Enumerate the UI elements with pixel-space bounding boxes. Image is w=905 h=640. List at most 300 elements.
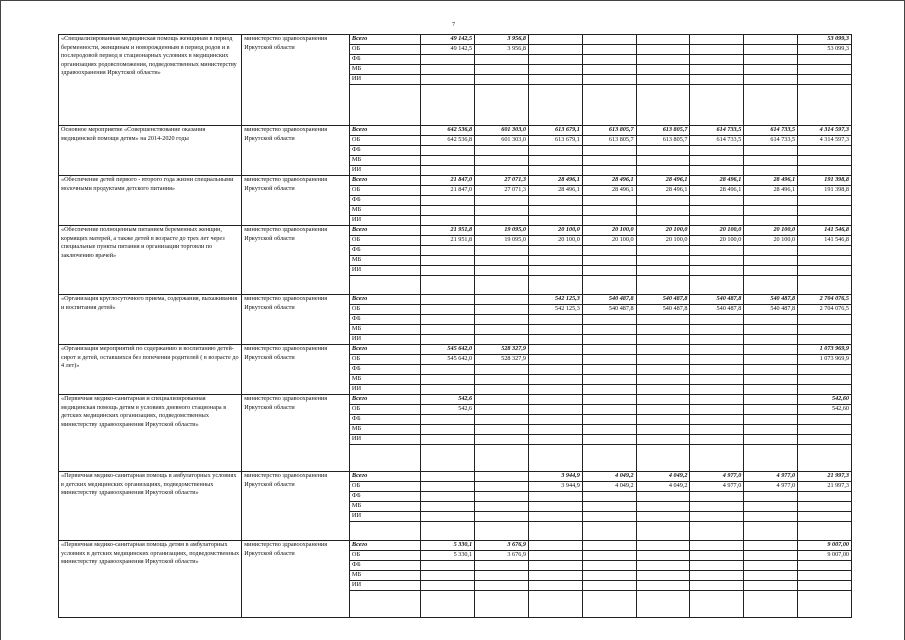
empty-value [582, 85, 636, 126]
executor-line: Иркутской области [244, 134, 295, 142]
funding-source: ФБ [349, 246, 420, 256]
empty-value [421, 325, 475, 335]
funding-source: ОБ [349, 482, 420, 492]
empty-value [528, 375, 582, 385]
empty-value [798, 591, 852, 618]
empty-value [475, 415, 529, 425]
empty-value [690, 435, 744, 445]
ob-value: 28 496,1 [528, 186, 582, 196]
empty-value [582, 246, 636, 256]
total-value [744, 541, 798, 551]
empty-value [744, 561, 798, 571]
ob-value [744, 551, 798, 561]
empty-value [528, 385, 582, 395]
empty-value [798, 492, 852, 502]
empty-value [798, 522, 852, 541]
total-value: 49 142,5 [421, 35, 475, 45]
empty-value [798, 315, 852, 325]
empty-value [636, 146, 690, 156]
empty-value [690, 581, 744, 591]
ob-value [421, 482, 475, 492]
empty-value [690, 375, 744, 385]
empty-value [636, 206, 690, 216]
empty-value [744, 85, 798, 126]
executor-line: Иркутской области [244, 234, 295, 242]
total-value: 3 676,9 [475, 541, 529, 551]
empty-value [636, 512, 690, 522]
empty-value [636, 335, 690, 345]
executor-line: министерство здравоохранения [244, 35, 328, 42]
ob-value: 28 496,1 [744, 186, 798, 196]
empty-value [582, 502, 636, 512]
empty-value [744, 156, 798, 166]
total-value [744, 345, 798, 355]
ob-value [636, 551, 690, 561]
empty-value [582, 512, 636, 522]
total-value: 28 496,1 [528, 176, 582, 186]
ob-value: 21 847,0 [421, 186, 475, 196]
empty-value [475, 156, 529, 166]
empty-value [744, 335, 798, 345]
ob-value: 542 125,3 [528, 305, 582, 315]
table-row [59, 35, 852, 45]
empty-value [636, 365, 690, 375]
empty-value [636, 385, 690, 395]
empty-value [582, 196, 636, 206]
empty-value [475, 492, 529, 502]
table-row [59, 295, 852, 305]
empty-value [744, 591, 798, 618]
ob-value: 5 330,1 [421, 551, 475, 561]
empty-value [421, 85, 475, 126]
empty-value [798, 166, 852, 176]
total-value: 601 303,0 [475, 126, 529, 136]
empty-value [690, 256, 744, 266]
empty-value [636, 65, 690, 75]
ob-value: 613 805,7 [636, 136, 690, 146]
ob-value [690, 551, 744, 561]
empty-value [528, 266, 582, 276]
ob-value [690, 405, 744, 415]
ob-value: 2 704 076,5 [798, 305, 852, 315]
empty-value [636, 55, 690, 65]
ob-value [528, 405, 582, 415]
ob-value: 540 487,8 [636, 305, 690, 315]
executor-line: министерство здравоохранения [244, 395, 328, 402]
empty-value [421, 375, 475, 385]
ob-value: 21 997,3 [798, 482, 852, 492]
funding-source: ОБ [349, 45, 420, 55]
ob-value [528, 355, 582, 365]
total-value: 540 487,8 [690, 295, 744, 305]
empty-value [744, 445, 798, 472]
empty-value [798, 415, 852, 425]
total-value: 20 100,0 [528, 226, 582, 236]
funding-source: МБ [349, 502, 420, 512]
total-value: 28 496,1 [690, 176, 744, 186]
funding-source: ОБ [349, 236, 420, 246]
empty-value [421, 502, 475, 512]
total-value [744, 35, 798, 45]
activity-name: «Первичная медико-санитарная помощь в амбулаторных условиях в детских медицинских организациях, подведомственных министерству здравоохранения Иркутской области» [59, 472, 242, 541]
total-value: 4 049,2 [636, 472, 690, 482]
total-value: 2 704 076,5 [798, 295, 852, 305]
empty-value [744, 365, 798, 375]
empty-value [744, 266, 798, 276]
empty-value [421, 561, 475, 571]
empty-value [421, 75, 475, 85]
total-value: 542,6 [421, 395, 475, 405]
ob-value: 20 100,0 [744, 236, 798, 246]
empty-value [798, 385, 852, 395]
empty-value [744, 276, 798, 295]
empty-value [582, 492, 636, 502]
funding-source: ФБ [349, 492, 420, 502]
empty-value [528, 522, 582, 541]
table-row [59, 226, 852, 236]
total-value: 19 095,0 [475, 226, 529, 236]
empty-value [798, 512, 852, 522]
empty-value [690, 325, 744, 335]
ob-value [528, 551, 582, 561]
total-value [475, 472, 529, 482]
empty-value [475, 581, 529, 591]
empty-value [528, 365, 582, 375]
empty-value [582, 156, 636, 166]
empty-value [798, 246, 852, 256]
empty-value [421, 156, 475, 166]
funding-source: ИИ [349, 435, 420, 445]
empty-value [690, 85, 744, 126]
total-value [582, 345, 636, 355]
executor-line: министерство здравоохранения [244, 126, 328, 133]
total-value [690, 541, 744, 551]
ob-value: 4 314 597,3 [798, 136, 852, 146]
empty-value [475, 75, 529, 85]
ob-value: 4 977,0 [744, 482, 798, 492]
empty-value [475, 522, 529, 541]
empty-value [421, 571, 475, 581]
ob-value: 4 049,2 [636, 482, 690, 492]
total-value [690, 345, 744, 355]
executor-cell [242, 541, 350, 618]
funding-source: МБ [349, 571, 420, 581]
total-value [582, 35, 636, 45]
funding-source: ИИ [349, 512, 420, 522]
ob-value [636, 355, 690, 365]
empty-value [744, 375, 798, 385]
funding-source [349, 445, 420, 472]
empty-value [636, 492, 690, 502]
executor-cell [242, 345, 350, 395]
empty-value [421, 266, 475, 276]
total-value: 53 099,3 [798, 35, 852, 45]
funding-source: Всего [349, 176, 420, 186]
empty-value [421, 216, 475, 226]
empty-value [636, 425, 690, 435]
funding-source: ФБ [349, 55, 420, 65]
empty-value [528, 581, 582, 591]
funding-source: МБ [349, 325, 420, 335]
funding-source [349, 591, 420, 618]
total-value: 545 642,0 [421, 345, 475, 355]
empty-value [421, 55, 475, 65]
funding-source: ИИ [349, 216, 420, 226]
empty-value [528, 196, 582, 206]
empty-value [690, 492, 744, 502]
ob-value [582, 405, 636, 415]
ob-value: 642 536,8 [421, 136, 475, 146]
ob-value: 542,60 [798, 405, 852, 415]
executor-line: Иркутской области [244, 549, 295, 557]
funding-source: Всего [349, 126, 420, 136]
empty-value [421, 445, 475, 472]
empty-value [528, 206, 582, 216]
total-value: 3 956,8 [475, 35, 529, 45]
empty-value [636, 581, 690, 591]
empty-value [582, 561, 636, 571]
empty-value [690, 335, 744, 345]
total-value [421, 295, 475, 305]
empty-value [582, 571, 636, 581]
empty-value [421, 435, 475, 445]
empty-value [798, 75, 852, 85]
executor-line: Иркутской области [244, 303, 295, 311]
total-value: 20 100,0 [690, 226, 744, 236]
total-value: 4 977,0 [744, 472, 798, 482]
empty-value [636, 571, 690, 581]
empty-value [798, 266, 852, 276]
empty-value [421, 65, 475, 75]
executor-cell [242, 35, 350, 126]
empty-value [744, 325, 798, 335]
empty-value [690, 512, 744, 522]
empty-value [421, 385, 475, 395]
total-value: 613 679,1 [528, 126, 582, 136]
funding-source: Всего [349, 472, 420, 482]
activity-name: «Организация мероприятий по содержанию и воспитанию детей-сирот и детей, оставшихся без попечения родителей ( в возрасте до 4 лет)» [59, 345, 242, 395]
executor-line: Иркутской области [244, 353, 295, 361]
empty-value [475, 146, 529, 156]
empty-value [690, 146, 744, 156]
empty-value [636, 266, 690, 276]
empty-value [636, 156, 690, 166]
funding-source: МБ [349, 156, 420, 166]
total-value: 9 007,00 [798, 541, 852, 551]
executor-cell [242, 472, 350, 541]
empty-value [744, 415, 798, 425]
ob-value: 19 095,0 [475, 236, 529, 246]
ob-value: 614 733,5 [744, 136, 798, 146]
funding-source: ИИ [349, 385, 420, 395]
empty-value [636, 415, 690, 425]
funding-source: МБ [349, 425, 420, 435]
ob-value: 3 944,9 [528, 482, 582, 492]
empty-value [798, 216, 852, 226]
empty-value [421, 492, 475, 502]
empty-value [528, 415, 582, 425]
empty-value [528, 246, 582, 256]
empty-value [421, 246, 475, 256]
ob-value: 1 073 969,9 [798, 355, 852, 365]
empty-value [528, 591, 582, 618]
empty-value [528, 166, 582, 176]
ob-value: 540 487,8 [582, 305, 636, 315]
total-value: 21 951,8 [421, 226, 475, 236]
executor-line: министерство здравоохранения [244, 345, 328, 352]
funding-source: ИИ [349, 335, 420, 345]
empty-value [475, 335, 529, 345]
empty-value [690, 522, 744, 541]
empty-value [582, 206, 636, 216]
ob-value [475, 305, 529, 315]
empty-value [582, 425, 636, 435]
empty-value [744, 55, 798, 65]
ob-value: 542,6 [421, 405, 475, 415]
empty-value [582, 266, 636, 276]
funding-source: Всего [349, 395, 420, 405]
ob-value [690, 355, 744, 365]
total-value: 4 049,2 [582, 472, 636, 482]
empty-value [475, 246, 529, 256]
empty-value [475, 502, 529, 512]
executor-line: министерство здравоохранения [244, 176, 328, 183]
empty-value [744, 385, 798, 395]
empty-value [475, 365, 529, 375]
empty-value [690, 385, 744, 395]
funding-source [349, 276, 420, 295]
table-row [59, 395, 852, 405]
empty-value [798, 206, 852, 216]
empty-value [744, 206, 798, 216]
total-value: 528 327,9 [475, 345, 529, 355]
empty-value [798, 502, 852, 512]
ob-value: 545 642,0 [421, 355, 475, 365]
empty-value [528, 325, 582, 335]
total-value: 4 314 597,3 [798, 126, 852, 136]
total-value: 20 100,0 [582, 226, 636, 236]
ob-value [582, 551, 636, 561]
empty-value [636, 166, 690, 176]
empty-value [582, 581, 636, 591]
activity-name: «Организация круглосуточного приема, содержания, выхаживания и воспитания детей» [59, 295, 242, 345]
empty-value [421, 276, 475, 295]
total-value: 5 330,1 [421, 541, 475, 551]
empty-value [690, 425, 744, 435]
empty-value [798, 425, 852, 435]
empty-value [475, 435, 529, 445]
empty-value [636, 246, 690, 256]
ob-value: 28 496,1 [582, 186, 636, 196]
total-value [475, 295, 529, 305]
table-row [59, 541, 852, 551]
total-value [582, 541, 636, 551]
empty-value [582, 435, 636, 445]
executor-line: министерство здравоохранения [244, 226, 328, 233]
empty-value [636, 522, 690, 541]
total-value: 20 100,0 [636, 226, 690, 236]
empty-value [528, 216, 582, 226]
empty-value [421, 166, 475, 176]
ob-value: 9 007,00 [798, 551, 852, 561]
activity-name: «Специализированная медицинская помощь женщинам в период беременности, женщинам и новорожденным в период родов и в послеродовой период в стационарных условиях в медицинских организациях родовспоможения, подведомственных министерству здравоохранения Иркутской области» [59, 35, 242, 126]
total-value: 540 487,8 [636, 295, 690, 305]
empty-value [744, 571, 798, 581]
ob-value [744, 405, 798, 415]
empty-value [528, 425, 582, 435]
empty-value [636, 196, 690, 206]
total-value: 191 398,8 [798, 176, 852, 186]
empty-value [421, 522, 475, 541]
funding-source: Всего [349, 226, 420, 236]
ob-value: 540 487,8 [690, 305, 744, 315]
ob-value [744, 355, 798, 365]
total-value [528, 345, 582, 355]
table-row [59, 126, 852, 136]
empty-value [636, 256, 690, 266]
empty-value [528, 445, 582, 472]
empty-value [475, 561, 529, 571]
total-value [582, 395, 636, 405]
empty-value [690, 591, 744, 618]
empty-value [475, 425, 529, 435]
total-value: 4 977,0 [690, 472, 744, 482]
empty-value [744, 216, 798, 226]
ob-value: 28 496,1 [636, 186, 690, 196]
funding-source [349, 522, 420, 541]
funding-source: ИИ [349, 581, 420, 591]
empty-value [636, 276, 690, 295]
empty-value [744, 581, 798, 591]
empty-value [475, 315, 529, 325]
empty-value [582, 256, 636, 266]
funding-source: Всего [349, 541, 420, 551]
empty-value [421, 512, 475, 522]
total-value: 28 496,1 [582, 176, 636, 186]
empty-value [528, 55, 582, 65]
empty-value [690, 315, 744, 325]
funding-source: Всего [349, 295, 420, 305]
funding-source: ИИ [349, 75, 420, 85]
total-value: 540 487,8 [744, 295, 798, 305]
empty-value [690, 65, 744, 75]
empty-value [582, 75, 636, 85]
empty-value [475, 445, 529, 472]
empty-value [528, 571, 582, 581]
empty-value [636, 502, 690, 512]
funding-source: МБ [349, 206, 420, 216]
empty-value [690, 266, 744, 276]
empty-value [744, 522, 798, 541]
total-value: 27 071,3 [475, 176, 529, 186]
total-value: 20 100,0 [744, 226, 798, 236]
empty-value [475, 206, 529, 216]
empty-value [421, 415, 475, 425]
empty-value [421, 196, 475, 206]
empty-value [744, 492, 798, 502]
empty-value [421, 365, 475, 375]
total-value: 1 073 969,9 [798, 345, 852, 355]
ob-value: 27 071,3 [475, 186, 529, 196]
empty-value [475, 216, 529, 226]
total-value: 28 496,1 [744, 176, 798, 186]
ob-value [582, 45, 636, 55]
total-value [528, 395, 582, 405]
empty-value [475, 85, 529, 126]
empty-value [421, 425, 475, 435]
empty-value [421, 256, 475, 266]
table-row [59, 345, 852, 355]
